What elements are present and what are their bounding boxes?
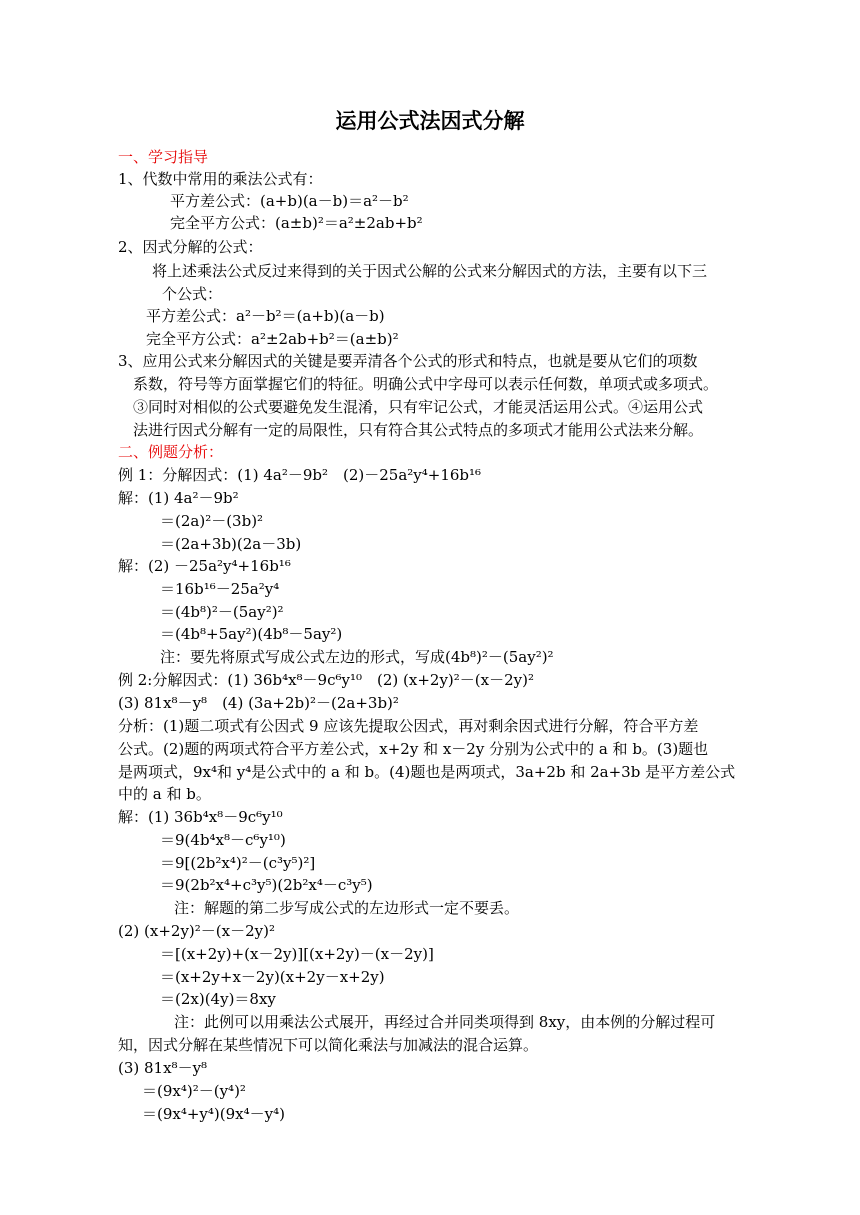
solution-line: ＝(9x⁴)²－(y⁴)² <box>142 1082 246 1100</box>
paragraph: 将上述乘法公式反过来得到的关于因式公解的公式来分解因式的方法，主要有以下三 <box>152 262 708 280</box>
solution-line: ＝(4b⁸)²－(5ay²)² <box>160 603 284 621</box>
paragraph: 3、应用公式来分解因式的关键是要弄清各个公式的形式和特点，也就是要从它们的项数 <box>118 352 698 370</box>
solution-line: ＝(2a+3b)(2a－3b) <box>160 535 302 553</box>
solution-line: (3) 81x⁸－y⁸ <box>118 1059 208 1077</box>
solution-line: ＝9(4b⁴x⁸－c⁶y¹⁰) <box>160 831 286 849</box>
formula-line: 平方差公式：a²－b²＝(a+b)(a－b) <box>146 307 385 325</box>
analysis-line: 是两项式，9x⁴和 y⁴是公式中的 a 和 b。(4)题也是两项式，3a+2b 和 2a+3b 是平方差公式 <box>118 763 736 781</box>
solution-line: ＝(2a)²－(3b)² <box>160 512 264 530</box>
paragraph: 系数，符号等方面掌握它们的特征。明确公式中字母可以表示任何数，单项式或多项式。 <box>133 375 719 393</box>
note-line: 知，因式分解在某些情况下可以简化乘法与加减法的混合运算。 <box>118 1036 539 1054</box>
paragraph: 法进行因式分解有一定的局限性，只有符合其公式特点的多项式才能用公式法来分解。 <box>133 421 704 439</box>
solution-line: ＝(4b⁸+5ay²)(4b⁸－5ay²) <box>160 625 343 643</box>
solution-line: ＝(x+2y+x－2y)(x+2y－x+2y) <box>160 968 385 986</box>
paragraph: 个公式： <box>162 285 223 303</box>
page-title: 运用公式法因式分解 <box>335 108 525 133</box>
solution-line: 解：(1) 36b⁴x⁸－9c⁶y¹⁰ <box>118 808 283 826</box>
solution-line: ＝9[(2b²x⁴)²－(c³y⁵)²] <box>160 854 316 872</box>
solution-line: ＝16b¹⁶－25a²y⁴ <box>160 580 280 598</box>
solution-line: (2) (x+2y)²－(x－2y)² <box>118 922 275 940</box>
note-line: 注：要先将原式写成公式左边的形式，写成(4b⁸)²－(5ay²)² <box>160 648 554 666</box>
example-line: 例 2:分解因式：(1) 36b⁴x⁸－9c⁶y¹⁰ (2) (x+2y)²－(x－2y)² <box>118 671 534 689</box>
formula-line: 完全平方公式：(a±b)²＝a²±2ab+b² <box>170 214 423 232</box>
paragraph: 2、因式分解的公式： <box>118 238 263 256</box>
analysis-line: 分析：(1)题二项式有公因式 9 应该先提取公因式，再对剩余因式进行分解，符合平方差 <box>118 717 699 735</box>
formula-line: 平方差公式：(a+b)(a－b)＝a²－b² <box>170 192 409 210</box>
solution-line: ＝(9x⁴+y⁴)(9x⁴－y⁴) <box>142 1105 285 1123</box>
analysis-line: 中的 a 和 b。 <box>118 785 211 803</box>
note-line: 注：解题的第二步写成公式的左边形式一定不要丢。 <box>174 899 520 917</box>
section-heading-study-guide: 一、学习指导 <box>118 148 209 166</box>
example-line: (3) 81x⁸－y⁸ (4) (3a+2b)²－(2a+3b)² <box>118 694 399 712</box>
solution-line: ＝(2x)(4y)＝8xy <box>160 990 276 1008</box>
formula-line: 完全平方公式：a²±2ab+b²＝(a±b)² <box>146 330 399 348</box>
paragraph: ③同时对相似的公式要避免发生混淆，只有牢记公式，才能灵活运用公式。④运用公式 <box>133 398 704 416</box>
note-line: 注：此例可以用乘法公式展开，再经过合并同类项得到 8xy，由本例的分解过程可 <box>174 1013 716 1031</box>
section-heading-examples: 二、例题分析： <box>118 443 224 461</box>
solution-line: ＝9(2b²x⁴+c³y⁵)(2b²x⁴－c³y⁵) <box>160 876 373 894</box>
analysis-line: 公式。(2)题的两项式符合平方差公式，x+2y 和 x－2y 分别为公式中的 a 和 b。(3)题也 <box>118 740 709 758</box>
example-line: 例 1：分解因式：(1) 4a²－9b² (2)－25a²y⁴+16b¹⁶ <box>118 466 482 484</box>
solution-line: 解：(1) 4a²－9b² <box>118 489 239 507</box>
solution-line: ＝[(x+2y)+(x－2y)][(x+2y)－(x－2y)] <box>160 945 434 963</box>
paragraph: 1、代数中常用的乘法公式有： <box>118 170 323 188</box>
solution-line: 解：(2) －25a²y⁴+16b¹⁶ <box>118 557 291 575</box>
